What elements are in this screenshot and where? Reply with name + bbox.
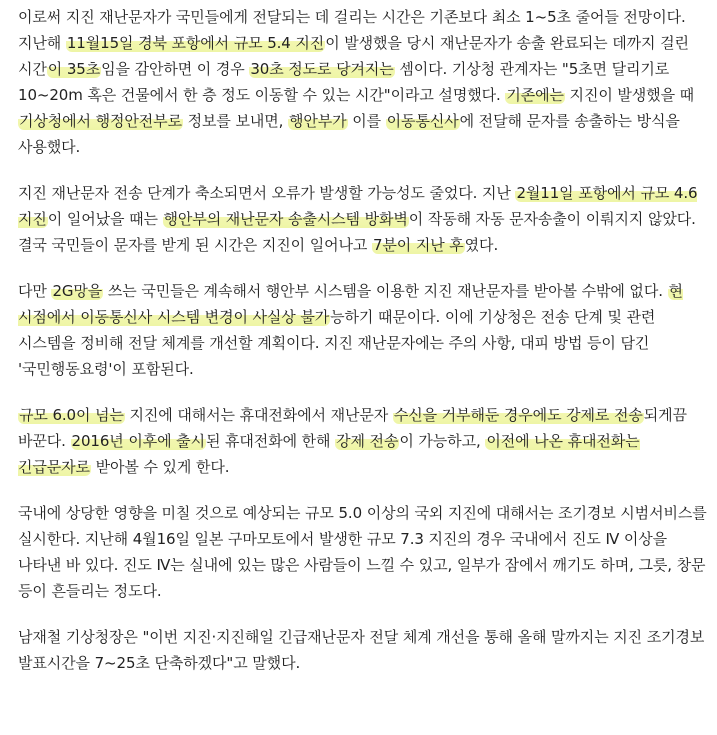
body-text: 남재철 기상청장은 "이번 지진·지진해일 긴급재난문자 전달 체계 개선을 통해 올해 말까지는 지진 조기경보 발표시간을 7~25초 단축하겠다"고 말했다. (18, 628, 705, 672)
body-text: 쓰는 국민들은 계속해서 행안부 시스템을 이용한 지진 재난문자를 받아볼 수밖에 없다. (103, 282, 668, 300)
paragraph (18, 402, 708, 480)
highlighted-text: 30초 정도로 당겨지는 (250, 60, 394, 78)
body-text: 능하기 때문이다. 이에 기상청은 전송 단계 및 관련 시스템을 정비해 전달 체계를 개선할 계획이다. 지진 재난문자에는 주의 사항, 대피 방법 등이 담긴 '국민행동요령'이 포함된다. (18, 308, 656, 378)
highlighted-text: 이 35초 (47, 60, 101, 78)
article-body (18, 4, 708, 696)
highlighted-text: 이동통신사 (386, 112, 459, 130)
highlighted-text: 이전에 나온 휴대전화는 긴급문자로 (18, 432, 640, 476)
highlighted-text: 강제 전송 (336, 432, 399, 450)
body-text: 이 작동해 자동 문자송출이 이뤄지지 않았다. 결국 국민들이 문자를 받게 된 시간은 지진이 일어나고 (18, 210, 696, 254)
body-text: 셈이다. 기상청 관계자는 "5초면 달리기로 10~20m 혹은 건물에서 한 층 정도 이동할 수 있는 시간"이라고 설명했다. (18, 60, 670, 104)
highlighted-text: 현 시점에서 이동통신사 시스템 변경이 사실상 불가 (18, 282, 683, 326)
paragraph (18, 500, 708, 604)
highlighted-text: 기존에는 (506, 86, 564, 104)
body-text: 이로써 지진 재난문자가 국민들에게 전달되는 데 걸리는 시간은 기존보다 최소 1~5초 줄어들 전망이다. 지난해 (18, 8, 686, 52)
body-text: 임을 감안하면 이 경우 (101, 60, 250, 78)
highlighted-text: 11월15일 경북 포항에서 규모 5.4 지진 (66, 34, 325, 52)
body-text: 이 발생했을 당시 재난문자가 송출 완료되는 데까지 걸린 시간 (18, 34, 689, 78)
body-text: 지진 재난문자 전송 단계가 축소되면서 오류가 발생할 가능성도 줄었다. 지난 (18, 184, 516, 202)
body-text: 이 일어났을 때는 (47, 210, 163, 228)
body-text: 이 가능하고, (399, 432, 486, 450)
highlighted-text: 2016년 이후에 출시 (71, 432, 205, 450)
highlighted-text: 2G망을 (52, 282, 103, 300)
highlighted-text: 기상청에서 행정안전부로 (19, 112, 182, 130)
body-text: 지진이 발생했을 때 (564, 86, 695, 104)
highlighted-text: 행안부가 (288, 112, 347, 130)
paragraph (18, 278, 708, 382)
body-text: 국내에 상당한 영향을 미칠 것으로 예상되는 규모 5.0 이상의 국외 지진에 대해서는 조기경보 시범서비스를 실시한다. 지난해 4월16일 일본 구마모토에서 발생한 규모 7.3 지진의 경우 국내에서 진도 Ⅳ 이상을 나타낸 바 있다. 진도 Ⅳ는 실내에 있는 많은 사람들이 느낄 수 있고, 일부가 잠에서 깨기도 하며, 그릇, 창문 등이 흔들리는 정도다. (18, 504, 707, 600)
body-text: 였다. (464, 236, 499, 254)
highlighted-text: 규모 6.0이 넘는 (19, 406, 124, 424)
body-text: 된 휴대전화에 한해 (205, 432, 336, 450)
highlighted-text: 수신을 거부해둔 경우에도 강제로 전송 (393, 406, 643, 424)
body-text: 받아볼 수 있게 한다. (90, 458, 230, 476)
body-text: 다만 (18, 282, 52, 300)
body-text: 되게끔 바꾼다. (18, 406, 687, 450)
body-text: 지진에 대해서는 휴대전화에서 재난문자 (124, 406, 393, 424)
paragraph (18, 4, 708, 160)
body-text: 이를 (347, 112, 386, 130)
paragraph (18, 180, 708, 258)
highlighted-text: 7분이 지난 후 (372, 236, 464, 254)
body-text: 정보를 보내면, (182, 112, 288, 130)
paragraph (18, 624, 708, 676)
highlighted-text: 2월11일 포항에서 규모 4.6 지진 (18, 184, 698, 228)
highlighted-text: 행안부의 재난문자 송출시스템 방화벽 (163, 210, 408, 228)
body-text: 에 전달해 문자를 송출하는 방식을 사용했다. (18, 112, 680, 156)
